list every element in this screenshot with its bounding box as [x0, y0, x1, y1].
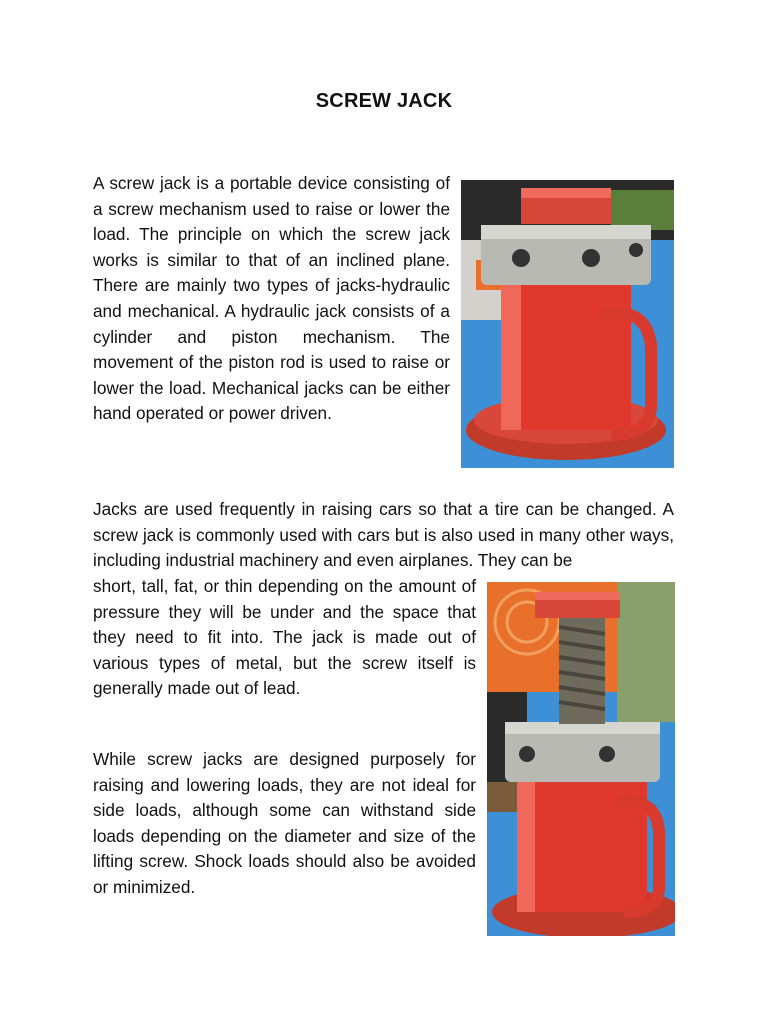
- paragraph-loads: While screw jacks are designed purposely for raising and lowering loads, they are not ideal for side loads, although some can withstand side loads depending on the diameter and size of the lifting screw. Shock loads should also be avoided or minimized.: [93, 749, 476, 897]
- page-title: SCREW JACK: [315, 90, 453, 112]
- paragraph-intro: A screw jack is a portable device consisting of a screw mechanism used to raise or lower the load. The principle on which the screw jack works is similar to that of an inclined plane. There are mainly two types of jacks-hydraulic and mechanical. A hydraulic jack consists of a cylinder and piston mechanism. The movement of the piston rod is used to raise or lower the load. Mechanical jacks can be either hand operated or power driven.: [93, 173, 450, 424]
- screw-jack-photo-raised: [487, 582, 675, 936]
- paragraph-uses: Jacks are used frequently in raising cars so that a tire can be changed. A screw jack is commonly used with cars but is also used in many other ways, including industrial machinery and even airplanes. They can be: [93, 499, 674, 571]
- screw-jack-photo-lowered: [461, 180, 674, 468]
- paragraph-sizes: short, tall, fat, or thin depending on the amount of pressure they will be under and the space that they need to fit into. The jack is made out of various types of metal, but the screw itself is generally made out of lead.: [93, 576, 476, 699]
